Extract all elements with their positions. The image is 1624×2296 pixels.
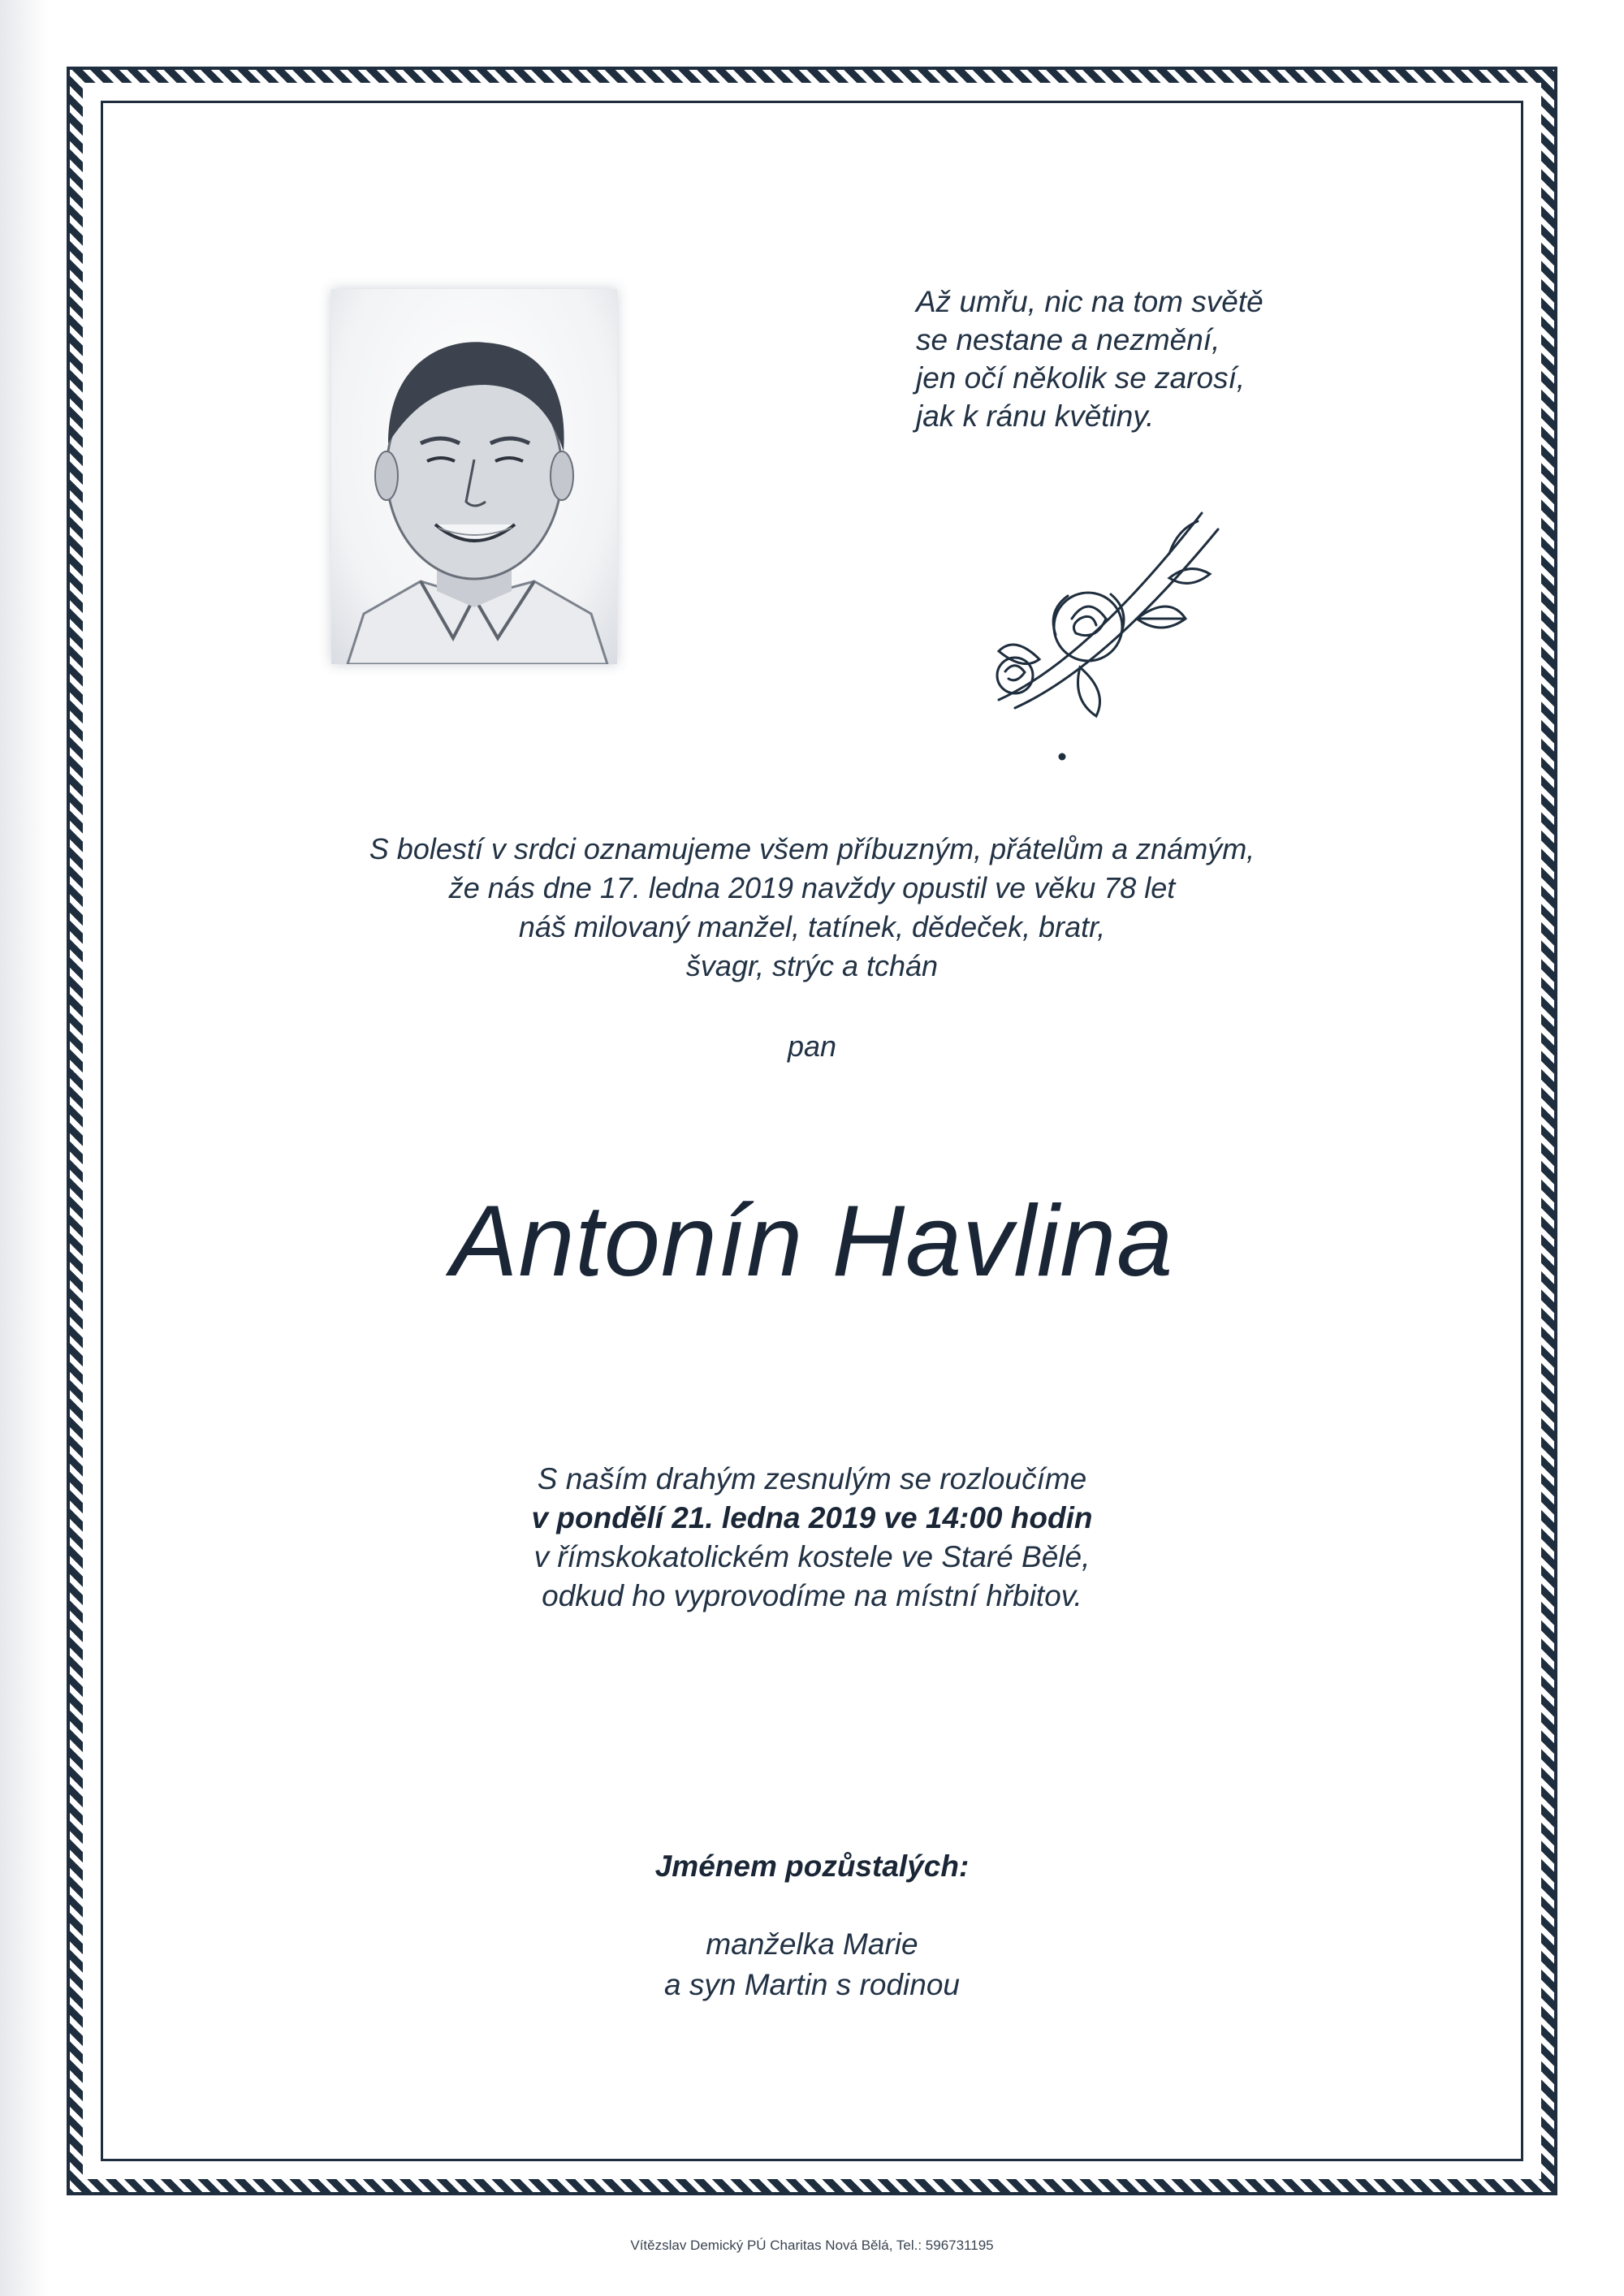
deceased-name: Antonín Havlina (450, 1185, 1174, 1297)
page-edge-shadow (0, 0, 49, 2296)
poem-line: se nestane a nezmění, (916, 323, 1220, 356)
ceremony-info (244, 1460, 1380, 1616)
mourner-line: manželka Marie (706, 1927, 918, 1961)
ceremony-line: odkud ho vyprovodíme na místní hřbitov. (542, 1579, 1082, 1612)
announcement-line: S bolestí v srdci oznamujeme všem příbuzným, přátelům a známým, (369, 832, 1255, 865)
announcement-line: že nás dne 17. ledna 2019 navždy opustil ve věku 78 let (448, 871, 1176, 904)
poem-quote (916, 283, 1371, 435)
ceremony-line: v římskokatolickém kostele ve Staré Bělé, (533, 1540, 1091, 1573)
announcement-text (244, 830, 1380, 986)
ceremony-line: S naším drahým zesnulým se rozloučíme (537, 1462, 1087, 1495)
announcement-line: náš milovaný manžel, tatínek, dědeček, bratr, (518, 910, 1106, 943)
mourners-heading: Jménem pozůstalých: (654, 1849, 970, 1883)
poem-line: jak k ránu květiny. (916, 399, 1155, 433)
honorific: pan (787, 1029, 837, 1063)
announcement-line: švagr, strýc a tchán (685, 949, 939, 982)
ceremony-date: v pondělí 21. ledna 2019 ve 14:00 hodin (531, 1501, 1093, 1534)
poem-line: Až umřu, nic na tom světě (916, 285, 1263, 318)
mourners-list (244, 1924, 1380, 2005)
funeral-service-footer: Vítězslav Demický PÚ Charitas Nová Bělá, Tel.: 596731195 (630, 2238, 994, 2253)
portrait-photo (331, 289, 617, 664)
mourner-line: a syn Martin s rodinou (663, 1968, 960, 2001)
poem-line: jen očí několik se zarosí, (916, 361, 1246, 395)
rose-icon (966, 497, 1234, 765)
